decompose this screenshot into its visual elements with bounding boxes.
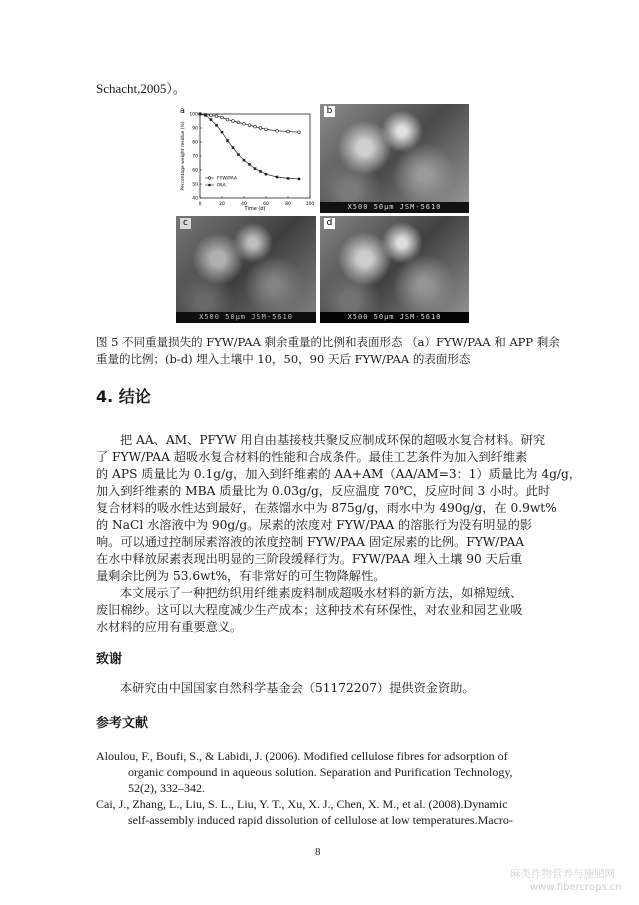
conclusion-line: 的 NaCl 水溶液中为 90g/g。尿素的浓度对 FYW/PAA 的溶胀行为没有明显的影 <box>96 518 533 532</box>
chart-panel-a <box>176 104 316 213</box>
scale-bar-c: X500 50μm JSM-5610 <box>176 312 316 323</box>
data-point <box>226 118 229 121</box>
data-point <box>248 124 251 127</box>
x-tick-label: 0 <box>198 202 202 207</box>
x-axis-label: Time (d) <box>244 206 266 212</box>
data-point <box>221 131 224 134</box>
x-tick-label: 20 <box>219 202 225 207</box>
figure <box>176 104 476 326</box>
section-title: 4. 结论 <box>96 387 151 406</box>
y-tick-label: 90 <box>192 126 198 132</box>
data-point <box>287 130 290 133</box>
panel-label-d: d <box>324 218 335 229</box>
figure-caption-line-2: 重量的比例；(b-d) 埋入土壤中 10，50，90 天后 FYW/PAA 的表面形态 <box>96 352 471 366</box>
conclusion-line: 的 APS 质量比为 0.1g/g，加入到纤维素的 AA+AM（AA/AM=3：1）质量比为 4g/g， <box>96 467 582 481</box>
data-point <box>276 129 279 132</box>
data-point <box>232 146 235 149</box>
x-tick-label: 100 <box>305 202 315 207</box>
acknowledgement-text: 本研究由中国国家自然科学基金会（51172207）提供资金资助。 <box>120 681 475 695</box>
data-point <box>243 159 246 162</box>
data-point <box>287 177 290 180</box>
reference-line: Cai, J., Zhang, L., Liu, S. L., Liu, Y. T., Xu, X. J., Chen, X. M., et al. (2008).Dynamic <box>96 797 508 811</box>
data-point <box>298 131 301 134</box>
y-tick-label: 50 <box>192 182 198 188</box>
panel-label-c: c <box>180 218 191 229</box>
conclusion-line: 水材料的应用有重要意义。 <box>96 620 243 634</box>
data-point <box>237 153 240 156</box>
y-tick-label: 60 <box>192 168 198 174</box>
conclusion-line: 复合材料的吸水性达到最好，在蒸馏水中为 875g/g，雨水中为 490g/g，在 0.9wt% <box>96 501 557 515</box>
sem-image-b <box>320 104 469 213</box>
y-tick-label: 70 <box>192 154 198 160</box>
conclusion-line: 废旧棉纱。这可以大程度减少生产成本；这种技术有环保性，对农业和园艺业吸 <box>96 603 523 617</box>
conclusion-line: 响。可以通过控制尿素溶液的浓度控制 FYW/PAA 固定尿素的比例。FYW/PAA <box>96 535 525 549</box>
figure-caption-line-1: 图 5 不同重量损失的 FYW/PAA 剩余重量的比例和表面形态 （a）FYW/PAA 和 APP 剩余 <box>96 335 560 349</box>
y-tick-label: 100 <box>189 112 198 118</box>
data-point <box>243 122 246 125</box>
data-point <box>259 127 262 130</box>
reference-line: self-assembly induced rapid dissolution of cellulose at low temperatures.Macro- <box>128 813 513 827</box>
sem-image-d <box>320 216 469 323</box>
x-tick-label: 80 <box>285 202 291 207</box>
data-point <box>204 114 207 117</box>
conclusion-line: 了 FYW/PAA 超吸水复合材料的性能和合成条件。最佳工艺条件为加入到纤维素 <box>96 450 528 464</box>
page-number: 8 <box>315 846 321 858</box>
conclusion-line: 量剩余比例为 53.6wt%，有非常好的可生物降解性。 <box>96 569 386 583</box>
conclusion-line: 在水中释放尿素表现出明显的三阶段缓释行为。FYW/PAA 埋入土壤 90 天后重 <box>96 552 523 566</box>
data-point <box>248 163 251 166</box>
y-tick-label: 40 <box>192 196 198 202</box>
scale-bar-b: X500 50μm JSM-5610 <box>320 202 469 213</box>
reference-line: Aloulou, F., Boufi, S., & Labidi, J. (2006). Modified cellulose fibres for adsorption of <box>96 749 508 763</box>
data-point <box>265 173 268 176</box>
legend-marker <box>208 184 210 186</box>
data-point <box>215 115 218 118</box>
weight-residue-chart <box>176 104 316 213</box>
intro-text: Schacht,2005）。 <box>96 81 186 96</box>
panel-label-b: b <box>324 106 335 117</box>
data-point <box>265 128 268 131</box>
watermark-title: 麻类作物营养与施肥网 <box>510 868 615 880</box>
legend-label: FYW/PAA <box>217 176 238 182</box>
scale-bar-d: X500 50μm JSM-5610 <box>320 312 469 323</box>
legend-label: PAA <box>217 183 226 189</box>
data-point <box>237 121 240 124</box>
conclusion-line: 把 AA、AM、PFYW 用自由基接枝共聚反应制成环保的超吸水复合材料。研究 <box>120 433 546 447</box>
watermark-url: www.fibercrops.cn <box>530 882 622 893</box>
legend-marker <box>208 177 211 180</box>
x-tick-label: 40 <box>241 202 247 207</box>
data-point <box>259 170 262 173</box>
data-point <box>276 176 279 179</box>
chart-title: a <box>180 106 185 115</box>
data-point <box>210 114 213 117</box>
data-point <box>254 125 257 128</box>
data-point <box>226 139 229 142</box>
reference-line: organic compound in aqueous solution. Separation and Purification Technology, <box>128 765 513 779</box>
references-title: 参考文献 <box>96 716 149 731</box>
data-point <box>215 124 218 127</box>
data-point <box>221 116 224 119</box>
y-axis-label: Percentage weight residue (%) <box>181 121 186 191</box>
data-point <box>232 120 235 123</box>
data-point <box>199 113 202 116</box>
x-tick-label: 60 <box>263 202 269 207</box>
data-point <box>210 118 213 121</box>
conclusion-line: 本文展示了一种把纺织用纤维素废料制成超吸水材料的新方法，如棉短绒、 <box>120 586 523 600</box>
data-point <box>254 167 257 170</box>
reference-line: 52(2), 332–342. <box>128 781 205 795</box>
conclusion-line: 加入到纤维素的 MBA 质量比为 0.03g/g，反应温度 70℃，反应时间 3 小时。此时 <box>96 484 551 498</box>
data-point <box>298 178 301 181</box>
acknowledgement-title: 致谢 <box>96 652 123 667</box>
sem-image-c <box>176 216 316 323</box>
y-tick-label: 80 <box>192 140 198 146</box>
